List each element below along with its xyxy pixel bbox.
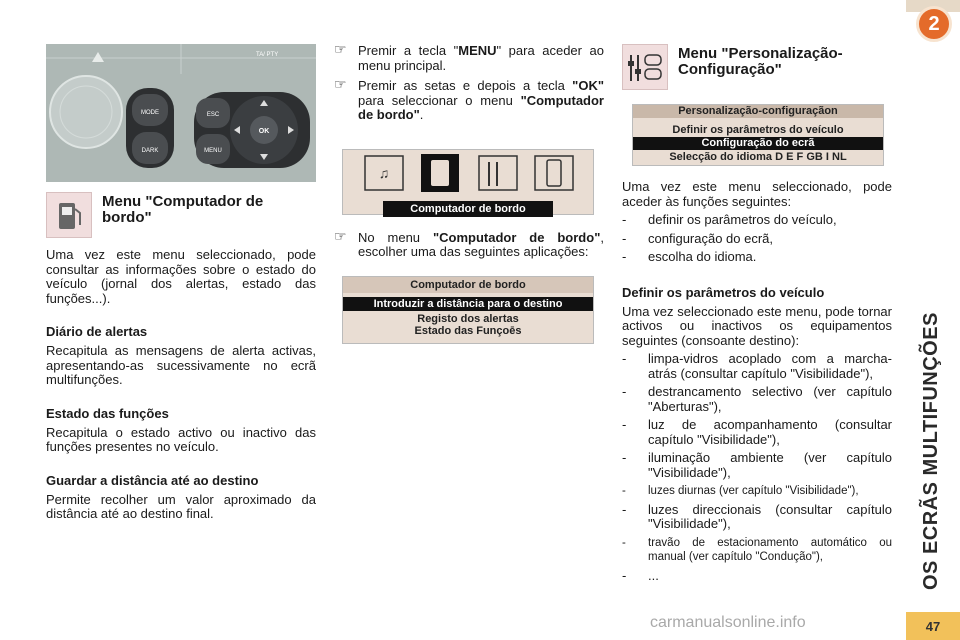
list-item: - destrancamento selectivo (ver capítulo "Aberturas"), [622,385,892,414]
svg-text:♫: ♫ [378,164,390,181]
column-middle [334,44,604,344]
control-panel-photo [46,44,316,182]
chapter-vertical-title: OS ECRÃS MULTIFUNÇÕES [920,312,942,590]
watermark-text: carmanualsonline.info [650,614,806,631]
esc-key-label: ESC [206,112,220,118]
flag-nl: NL [832,151,847,163]
config-menu-title: Menu "Personalização-Configuração" [678,45,843,78]
section-distance [46,473,316,522]
computer-screen-item: Registo dos alertas [417,312,519,325]
flag-f: F [796,151,804,163]
section-title: Guardar a distância até ao destino [46,472,259,488]
computer-screen-title: Computador de bordo [343,277,593,293]
flag-gb: GB [806,151,823,163]
step-choose: ☞ No menu "Computador de bordo", escolher uma das seguintes aplicações: [334,231,604,260]
main-menu-screen [342,149,594,215]
chapter-sidebar [906,0,960,640]
list-item: - luzes direccionais (consultar capítulo "Visibilidade"), [622,503,892,532]
step-menu: ☞ Premir a tecla "MENU" para aceder ao menu principal. [334,44,604,73]
vehicle-params-list [622,352,892,583]
column-right [622,44,892,587]
config-screen-item: Selecção do idioma [669,151,773,163]
config-screen [632,104,884,166]
computer-screen-item: Estado das Funçoēs [414,324,522,337]
column-left [46,44,316,522]
config-screen-language-row [633,151,883,163]
config-screen-title: Personalização-configuraçãon [633,105,883,118]
list-item: - luz de acompanhamento (consultar capítulo "Visibilidade"), [622,418,892,447]
list-item: - configuração do ecrã, [622,232,892,247]
config-intro: Uma vez este menu seleccionado, pode aceder às funções seguintes: [622,179,892,209]
computer-screen-item: Introduzir a distância para o destino [343,297,593,311]
menu-key-label: MENU [204,148,222,154]
list-item: - escolha do idioma. [622,250,892,265]
list-item: - travão de estacionamento automático ou manual (ver capítulo "Condução"), [622,536,892,565]
vehicle-params-title: Definir os parâmetros do veículo [622,284,825,300]
dark-key-label: DARK [141,148,159,154]
computer-screen [342,276,594,344]
section-text: Permite recolher um valor aproximado da distância até ao destino final. [46,491,316,521]
section-text: Recapitula o estado activo ou inactivo das funções presentes no veículo. [46,424,316,454]
main-menu-selected: Computador de bordo [383,201,553,217]
ok-key-label: OK [258,128,270,135]
config-functions-list [622,213,892,265]
list-item: - ... [622,569,892,584]
vehicle-params-intro: Uma vez seleccionado este menu, pode tornar activos ou inactivos os equipamentos seguintes (consoante destino): [622,303,892,348]
mode-key-label: MODE [141,110,159,116]
section-text: Recapitula as mensagens de alerta activas, apresentando-as sucessivamente no ecrã multifunções. [46,343,316,387]
chapter-badge: 2 [916,6,952,42]
flag-d: D [775,151,784,163]
page-number: 47 [906,612,960,640]
computer-menu-intro: Uma vez este menu seleccionado, pode consultar as informações sobre o estado do veículo (jornal dos alertas, estado das funções...). [46,247,316,306]
settings-sliders-icon [622,44,668,90]
trip-computer-icon [46,192,92,238]
config-menu-heading [622,44,892,100]
steps-list [334,44,604,123]
section-title: Estado das funções [46,405,169,421]
computer-menu-title: Menu "Computador de bordo" [102,193,264,226]
flag-e: E [786,151,794,163]
config-screen-item-selected: Configuração do ecrã [633,137,883,150]
list-item: - limpa-vidros acoplado com a marcha-atrás (consultar capítulo "Visibilidade"), [622,352,892,381]
config-screen-item: Definir os parâmetros do veículo [672,124,844,136]
step-select: ☞ Premir as setas e depois a tecla "OK" para seleccionar o menu "Computador de bordo". [334,79,604,123]
computer-menu-heading [46,192,316,248]
flag-i: I [825,151,829,163]
ta-key-label: TA/ PTY [256,52,279,58]
list-item: - luzes diurnas (ver capítulo "Visibilidade"), [622,484,892,499]
list-item: - definir os parâmetros do veículo, [622,213,892,228]
section-title: Diário de alertas [46,324,148,339]
main-menu-icons [343,150,595,196]
steps-list-2 [334,231,604,260]
section-functions [46,406,316,455]
list-item: - iluminação ambiente (ver capítulo "Visibilidade"), [622,451,892,480]
section-alerts [46,324,316,388]
control-panel-illustration [46,44,316,182]
